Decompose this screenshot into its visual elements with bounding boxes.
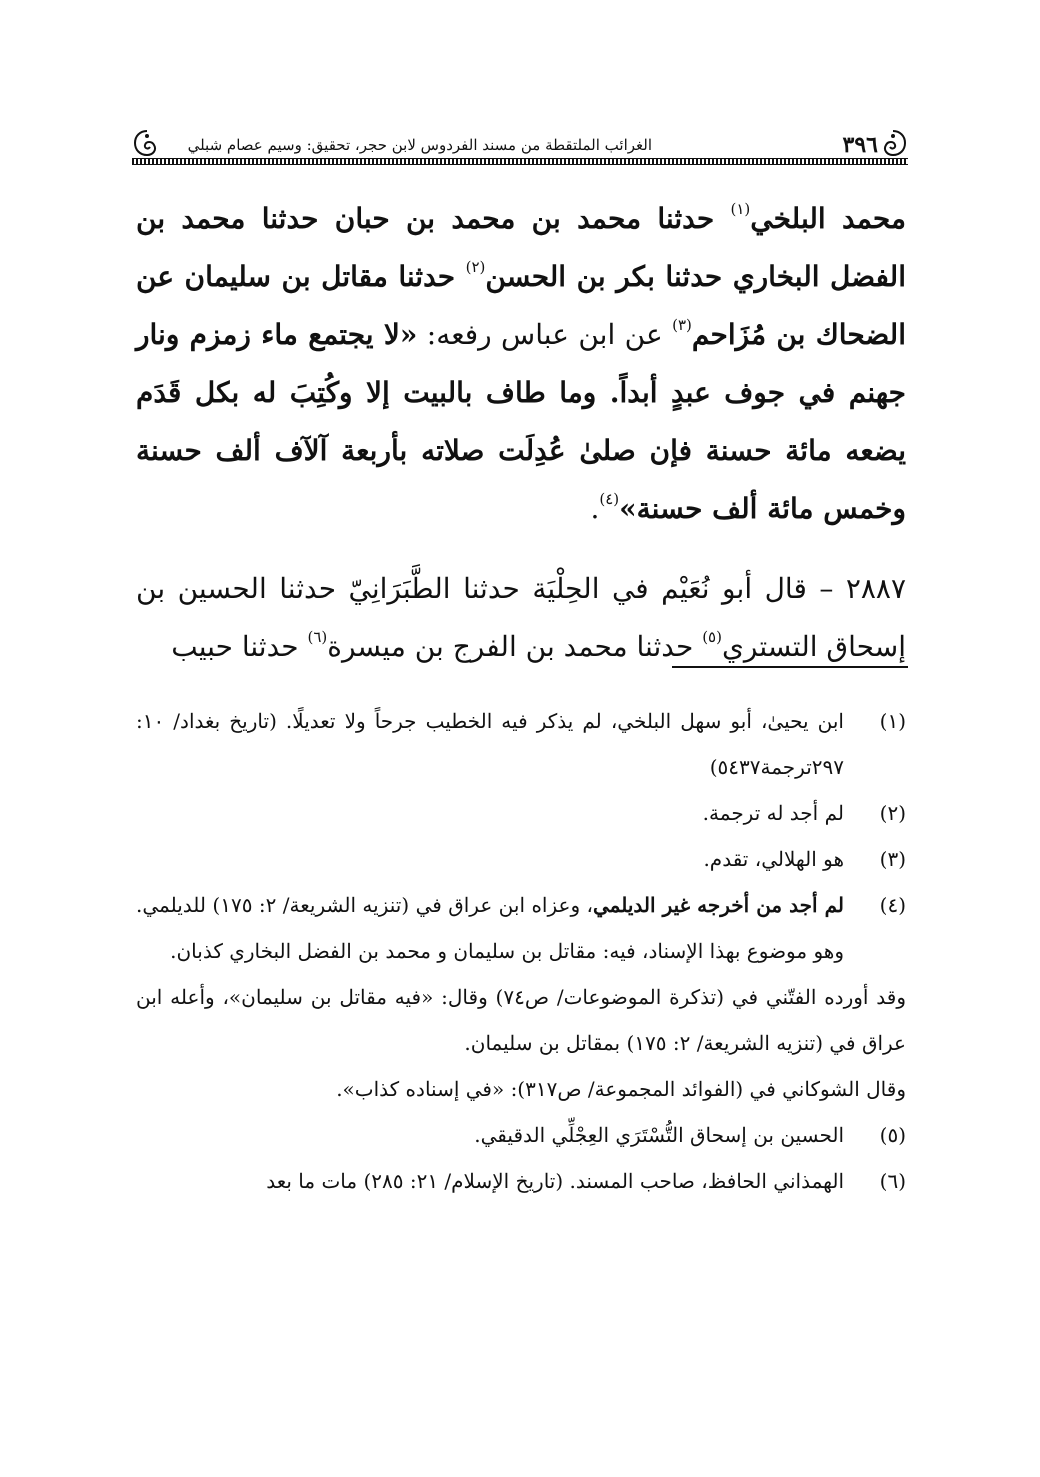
text-run: عن ابن عباس رفعه: <box>417 318 673 351</box>
footnote-continuation: وقال الشوكاني في (الفوائد المجموعة/ ص٣١٧): «في إسناده كذاب». <box>336 1077 906 1101</box>
footnote-text: الحسين بن إسحاق التُّسْتَرَي العِجْلِّي الدقيقي. <box>474 1123 844 1147</box>
footnote <box>136 698 906 790</box>
footnote-ref: (١) <box>730 200 751 218</box>
text-run: ٢٨٨٧ – قال أبو نُعَيْم في الحِلْيَة حدثنا الطَّبَرَانِيّ حدثنا الحسين بن إسحاق التستري <box>136 572 906 663</box>
text-run: حدثنا محمد بن محمد بن حبان حدثنا محمد بن الفضل البخاري حدثنا بكر بن الحسن <box>136 202 906 293</box>
footnote <box>136 1112 906 1158</box>
header-rule <box>132 158 908 165</box>
footnote-text: لم أجد له ترجمة. <box>702 801 844 825</box>
text-run: محمد البلخي <box>750 202 906 235</box>
footnote-number: (٤) <box>879 893 906 917</box>
text-run: ، وعزاه ابن عراق في (تنزيه الشريعة/ ٢: ١٧٥) للديلمي. وهو موضوع بهذا الإسناد، فيه: مقاتل بن سليمان و محمد بن الفضل البخاري كذبان. <box>136 893 844 963</box>
text-run: حدثنا محمد بن الفرج بن ميسرة <box>327 630 703 663</box>
footnote-text: الهمذاني الحافظ، صاحب المسند. (تاريخ الإسلام/ ٢١: ٢٨٥) مات ما بعد <box>266 1169 844 1193</box>
footnote-ref: (٢) <box>465 258 486 276</box>
paragraph <box>136 560 906 676</box>
main-text <box>136 190 906 676</box>
footnote-number: (١) <box>879 709 906 733</box>
footnote-number: (٢) <box>879 801 906 825</box>
footnote-number: (٦) <box>879 1169 906 1193</box>
page-number: ٣٩٦ <box>842 132 878 158</box>
footnote-text: ابن يحيىٰ، أبو سهل البلخي، لم يذكر فيه الخطيب جرحاً ولا تعديلًا. (تاريخ بغداد/ ١٠: ٢٩٧ترجمة٥٤٣٧) <box>136 709 844 779</box>
footnote-ref: (٥) <box>702 628 722 646</box>
text-run: . <box>590 492 600 525</box>
text-run: حدثنا مقاتل بن سليمان عن الضحاك بن مُزَاحم <box>136 260 906 351</box>
footnote <box>136 836 906 882</box>
running-title: الغرائب الملتقطة من مسند الفردوس لابن حجر، تحقيق: وسيم عصام شبلي <box>187 136 652 154</box>
ornament-icon <box>878 128 908 158</box>
footnote-ref: (٤) <box>599 490 620 508</box>
paragraph <box>136 190 906 538</box>
footnote-bold-text: لم أجد من أخرجه غير الديلمي <box>592 893 845 917</box>
footnote-separator <box>672 666 908 668</box>
footnote <box>136 882 906 974</box>
ornament-icon <box>132 128 162 158</box>
footnotes <box>136 698 906 1204</box>
footnote-number: (٥) <box>879 1123 906 1147</box>
text-run: حدثنا حبيب <box>171 630 308 663</box>
footnote-text <box>136 882 844 974</box>
footnote-ref: (٦) <box>307 628 328 646</box>
footnote <box>136 1158 906 1204</box>
footnote-ref: (٣) <box>672 316 692 334</box>
page-header <box>132 128 908 164</box>
hadith-quote: «لا يجتمع ماء زمزم ونار جهنم في جوف عبدٍ أبداً. وما طاف بالبيت إلا وكُتِبَ له بكل قَدَم يضعه مائة حسنة فإن صلىٰ عُدِلَت صلاته بأربعة آلآف ألف حسنة وخمس مائة ألف حسنة» <box>136 318 906 525</box>
footnote-text: هو الهلالي، تقدم. <box>703 847 844 871</box>
footnote-continuation: وقد أورده الفتّني في (تذكرة الموضوعات/ ص٧٤) وقال: «فيه مقاتل بن سليمان»، وأعله ابن عراق في (تنزيه الشريعة/ ٢: ١٧٥) بمقاتل بن سليمان. <box>136 985 906 1055</box>
footnote-number: (٣) <box>879 847 906 871</box>
footnote <box>136 790 906 836</box>
